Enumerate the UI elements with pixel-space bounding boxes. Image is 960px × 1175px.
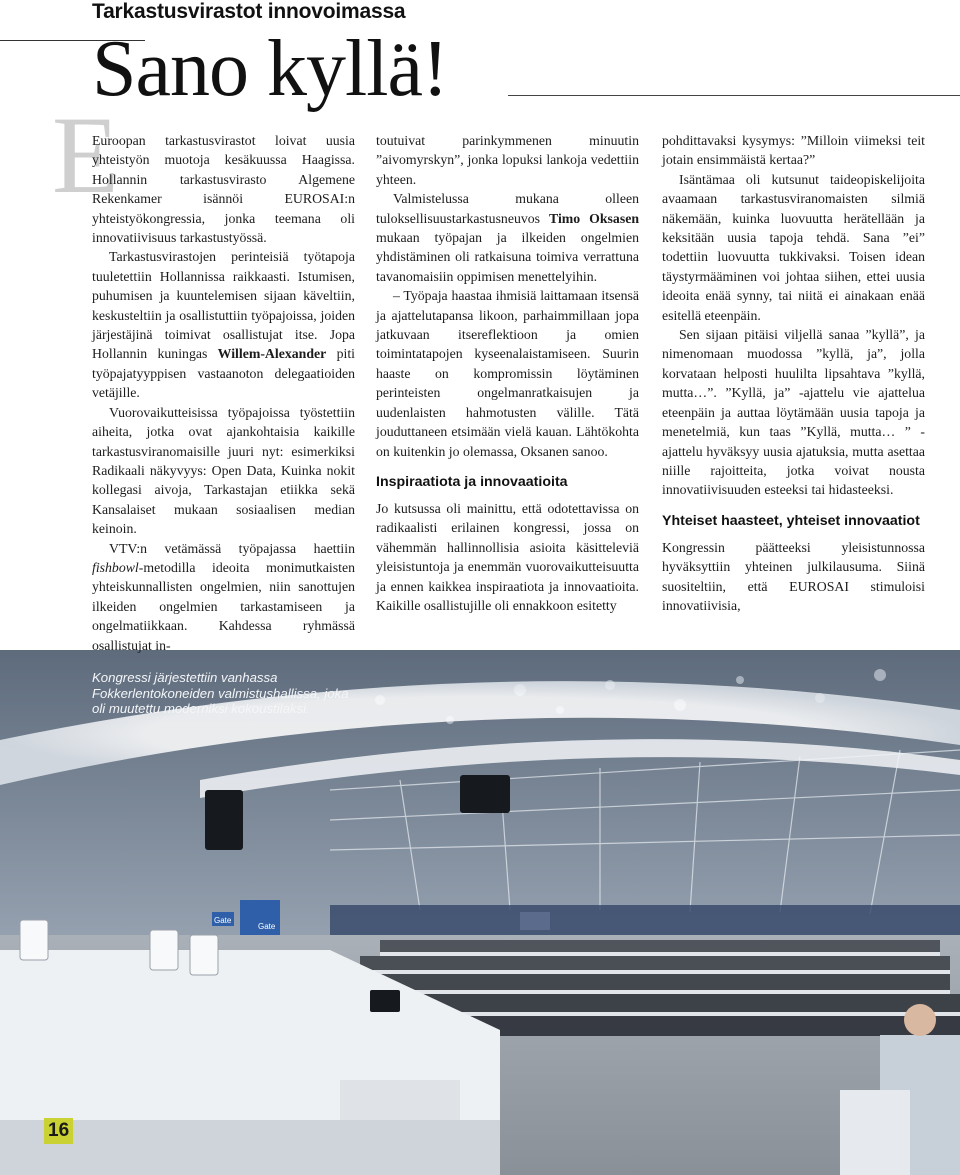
paragraph xyxy=(92,247,355,402)
paragraph: pohdittavaksi kysymys: ”Milloin viimeksi teit jotain ensimmäistä kertaa?” xyxy=(662,133,925,168)
bold-name: Timo Oksasen xyxy=(549,210,639,226)
bold-name: Willem-Alexander xyxy=(217,346,327,362)
page-title: Sano kyllä! xyxy=(92,25,448,113)
text-run: mukaan työpajan ja ilkeiden ongelmien yhdistäminen oli ratkaisuna toimiva verrattuna tavanomaisiin oppimisen menettelyihin. xyxy=(376,230,639,284)
drop-cap: E xyxy=(52,94,120,216)
subheading: Inspiraatiota ja innovaatioita xyxy=(376,473,568,490)
subheading: Yhteiset haasteet, yhteiset innovaatiot xyxy=(662,512,920,529)
italic-term: fishbowl xyxy=(92,559,139,575)
paragraph: toutuivat parinkymmenen minuutin ”aivomyrskyn”, jonka lopuksi lankoja vedettiin yhteen. xyxy=(376,133,639,187)
paragraph: Jo kutsussa oli mainittu, että odotettavissa on radikaalisti erilainen kongressi, jossa on vähemmän hallinnollisia asioita käsitteleviä yleisistuntoja ja enemmän vuorovaikutteisuutta ja ennen kaikkea inspiraatiota ja innovaatioita. Kaikille osallistujille oli ennakkoon esitetty xyxy=(376,500,639,613)
text-run: -metodilla ideoita monimutkaisten yhteiskunnallisten ongelmien, niin sanottujen ilkeiden ongelmien tarkastamiseen ja ongelmatiikkaan. Kahdessa ryhmässä osallistujat in- xyxy=(92,559,355,653)
title-rule xyxy=(508,95,960,96)
conference-hall-illustration xyxy=(0,650,960,1175)
text-run: Tarkastusvirastojen perinteisiä työtapoja tuuletettiin Hollannissa raikkaasti. Istumisen, puhumisen ja kuuntelemisen sijaan käveltiin, keskusteltiin ja osallistuttiin työpajoissa, joiden järjestäjinä toimivat osallistujat itse. Jopa Hollannin kuningas xyxy=(92,249,355,362)
paragraph: Isäntämaa oli kutsunut taideopiskelijoita avaamaan tarkastusviranomaisten silmiä näkemään, kuinka luovuutta herätellään ja keksitään uusia tapoja tehdä. Sana ”ei” todettiin luovuutta tukkivaksi. Toisen idean täystyrmääminen voi johtaa siihen, ettei uusia ideoita enää synny, tai niitä ei ainakaan enää esitellä eteenpäin. xyxy=(662,171,925,323)
article-column-3 xyxy=(662,131,925,615)
text-run: Valmistelussa mukana olleen tuloksellisuustarkastusneuvos xyxy=(376,191,639,226)
paragraph: – Työpaja haastaa ihmisiä laittamaan itsensä ja ajattelutapansa likoon, parhaimmillaan jopa jatkuvaan itsereflektioon ja omien toimintatapojen kyseenalaistamiseen. Suurin haaste on kompromissin löytäminen perinteisten ongelmanratkaisujen ja uudenlaisten hahmotusten välille. Tätä jouduttaneen etsimään vielä kauan. Lähtökohta on kuitenkin jo olemassa, Oksanen sanoo. xyxy=(376,288,639,459)
text-run: VTV:n vetämässä työpajassa haettiin xyxy=(109,540,355,556)
gate-sign: Gate xyxy=(258,922,276,931)
paragraph xyxy=(376,189,639,286)
text-run: piti työpajatyyppisen vastaanoton delegaatioiden vetäjille. xyxy=(92,346,355,401)
section-label: Tarkastusvirastot innovoimassa xyxy=(92,0,406,23)
conference-hall-photo xyxy=(0,650,960,1175)
photo-caption: Kongressi järjestettiin vanhassa Fokkerlentokoneiden valmistushallissa, joka oli muutettu moderniksi kokoustilaksi. xyxy=(92,670,349,716)
page-number: 16 xyxy=(44,1118,73,1144)
article-column-2 xyxy=(376,131,639,615)
paragraph: Euroopan tarkastusvirastot loivat uusia yhteistyön muotoja kesäkuussa Haagissa. Hollannin tarkastusvirasto Algemene Rekenkamer isännöi EUROSAI:n yhteistyökongressia, jonka teemana oli innovatiivisuus tarkastustyössä. xyxy=(92,133,355,246)
paragraph: Kongressin päätteeksi yleisistunnossa hyväksyttiin yhteinen julkilausuma. Siinä suositeltiin, että EUROSAI stimuloisi innovatiivisia, xyxy=(662,539,925,613)
paragraph: Vuorovaikutteisissa työpajoissa työstettiin aiheita, jotka ovat ajankohtaisia kaikille tarkastusviranomaisille juuri nyt: esimerkiksi Radikaali näkyvyys: Open Data, Kuinka nokit kollegasi aivoja, Tarkastajan etiikka sekä Kansalaiset mukaan sosiaalisen median keinoin. xyxy=(92,404,355,537)
paragraph: Sen sijaan pitäisi viljellä sanaa ”kyllä”, ja nimenomaan muodossa ”kyllä, ja”, jolla korvataan helposti huulilta lipsahtava ”kyllä, mutta…”. ”Kyllä, ja” -ajattelu vie ajattelua eteenpäin ja auttaa löytämään uusia tapoja ja menetelmiä, kun taas ”Kyllä, mutta… ” -ajattelu hyväksyy uusia ajatuksia, mutta asettaa niille rajoitteita, jotka voivat nousta innovatiivisuuden esteeksi tai hidasteeksi. xyxy=(662,327,925,498)
paragraph xyxy=(92,539,355,655)
article-column-1 xyxy=(92,131,355,655)
gate-sign: Gate xyxy=(214,916,232,925)
